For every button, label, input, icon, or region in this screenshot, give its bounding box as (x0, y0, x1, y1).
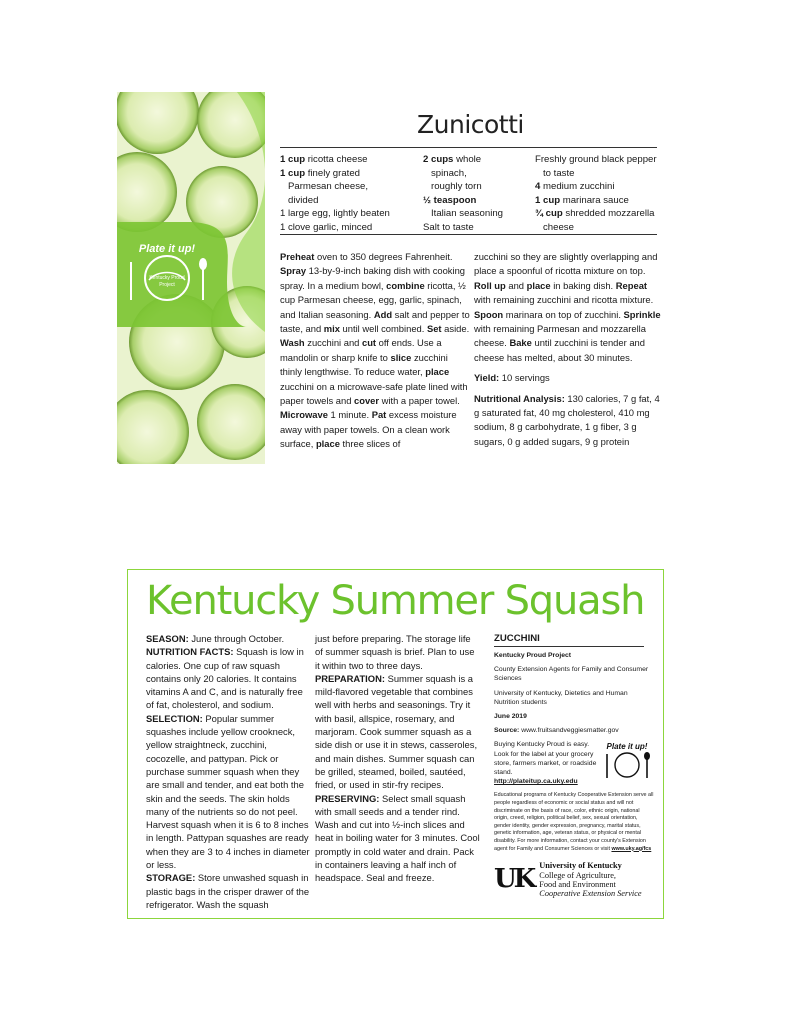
body-text: Squash is low in calories. One cup of raw squash contains only 20 calories. It contains vitamins A and C, and is naturally free of fat, cholesterol, and sodium. (146, 646, 304, 711)
body-text: Store unwashed squash in plastic bags in the crisper drawer of the refrigerator. Wash the squash (146, 872, 310, 910)
bold-term: place (526, 279, 551, 291)
bold-term: place (315, 438, 340, 450)
bold-term: Roll up (474, 279, 506, 291)
ingredient-text: shredded mozzarella (562, 208, 655, 219)
directions-part-2 (474, 250, 664, 365)
zucchini-heading: ZUCCHINI (494, 633, 540, 644)
ingredient-line (535, 153, 665, 167)
bold-term: slice (390, 351, 412, 363)
body-text: until well combined. (339, 323, 427, 335)
info-section (315, 632, 480, 672)
ingredient-text: finely grated (305, 167, 360, 179)
directions-column-2 (474, 250, 664, 455)
body-text: 13-by-9-inch baking dish with cooking spray. In a medium bowl, (280, 265, 466, 291)
ingredient-line (535, 207, 665, 221)
ingredient-text: marinara sauce (560, 194, 629, 206)
bold-term: Add (373, 308, 393, 320)
body-text: ricotta, ½ cup Parmesan cheese, egg, garlic, spinach, and Italian seasoning. (280, 279, 466, 320)
buying-copy: Buying Kentucky Proud is easy. Look for the label at your grocery store, farmers market, or roadside stand. (494, 741, 597, 777)
squash-column-1 (146, 632, 311, 911)
uk-college-text (539, 861, 641, 899)
body-text: zucchini on a microwave-safe plate lined with paper towels and (280, 380, 468, 407)
bold-term: cover (354, 395, 380, 407)
body-text: zucchini so they are slightly overlapping and place a spoonful of ricotta mixture on top. (474, 251, 658, 277)
squash-column-2 (315, 632, 480, 885)
body-text: 1 minute. (327, 409, 372, 421)
edu-copy: Educational programs of Kentucky Cooperative Extension serve all people regardless of economic or social status and will not discriminate on the basis of race, color, ethnic origin, national origin, creed, religion, political belief, sex, sexual orientation, gender identity, gender expression, pregnancy, marital status, genetic information, age, veteran status, or physical or mental disability. For more information, contact your county's Extension agent for Family and Consumer Sciences or visit (494, 792, 654, 852)
ingredients-column-3 (535, 153, 665, 234)
uk-line-3: Food and Environment (539, 880, 616, 889)
body-text: and (505, 279, 527, 291)
ingredient-line (280, 207, 415, 221)
body-text: aside. (441, 323, 470, 335)
ingredient-text: whole (453, 154, 482, 165)
nutrition-value: 130 calories, 7 g fat, 4 g saturated fat, 40 mg cholesterol, 410 mg sodium, 8 g carbohydrate, 1 g fiber, 3 g sugars, 0 g added sugars, 9 g protein (474, 392, 660, 447)
ingredient-text: Italian seasoning (431, 208, 504, 219)
agents-credit: County Extension Agents for Family and Consumer Sciences (494, 666, 649, 683)
recipe-card (117, 92, 662, 464)
buying-row (494, 740, 654, 786)
bold-term: Spray (280, 265, 307, 277)
info-section (315, 672, 480, 792)
uk-line-4: Cooperative Extension Service (539, 889, 642, 899)
zucchini-rule (494, 646, 644, 647)
edu-statement (494, 792, 654, 853)
yield-value: 10 servings (499, 372, 550, 384)
body-text: salt and pepper to taste, and (280, 308, 470, 335)
info-section (146, 645, 311, 711)
bold-term: mix (323, 323, 340, 335)
body-text: off ends. Use a mandolin or sharp knife to (280, 337, 442, 363)
bold-term: Bake (509, 337, 532, 349)
uk-logo: UK (494, 864, 534, 895)
ingredient-line (423, 221, 535, 235)
bold-term: combine (386, 279, 425, 291)
ingredient-line (423, 167, 535, 181)
project-name: Kentucky Proud Project (494, 652, 572, 659)
badge-title: Plate it up! (138, 243, 196, 255)
source-line (494, 726, 654, 735)
ingredient-line (280, 194, 415, 208)
ingredient-text: spinach, (431, 167, 467, 179)
ingredient-line (423, 180, 535, 194)
ingredient-text: divided (288, 194, 319, 206)
body-text: zucchini and (304, 337, 362, 349)
body-text: Select small squash with small seeds and a tender rind. Wash and cut into ½-inch slices and heat in boiling water for 3 minutes. Cool promptly in cold water and drain. Pack in containers leaving a half inch of headspace. Seal and freeze. (315, 792, 480, 884)
body-text: marinara on top of zucchini. (503, 308, 624, 320)
ingredient-qty: 4 (535, 181, 541, 192)
source-label: Source: (494, 727, 520, 735)
plate-icon-text: Plate it up! (606, 742, 648, 752)
info-section (146, 871, 311, 911)
plateitup-link[interactable]: http://plateitup.ca.uky.edu (494, 778, 578, 786)
body-text: with remaining Parmesan and mozzarella cheese. (474, 323, 646, 349)
ingredient-text: 1 clove garlic, minced (280, 221, 373, 233)
directions-column-1 (280, 250, 470, 458)
ingredient-line (423, 207, 535, 221)
info-section (146, 632, 311, 645)
recipe-title: Zunicotti (417, 110, 524, 139)
body-text: in baking dish. (550, 279, 616, 291)
ingredient-qty: 2 cups (423, 154, 454, 165)
ingredient-line (535, 167, 665, 181)
ingredient-line (423, 153, 535, 167)
zucchini-photo-strip (117, 92, 265, 464)
yield (474, 371, 664, 385)
ingredient-qty: 1 cup (535, 194, 561, 206)
info-section (315, 792, 480, 885)
ingredient-qty: 1 cup (280, 154, 306, 165)
body-text: Popular summer squashes include yellow crookneck, yellow straightneck, zucchini, cocozelle, and pattypan. Pick or purchase summer squash when they are small and tender, and eat both the skin and the seeds. The skin holds many of the nutrients so do not peel. Harvest squash when it is 6 to 8 inches in length. Pattypan squashes are ready when they are 3 to 4 inches in diameter or less. (146, 712, 310, 871)
bold-term: Pat (371, 409, 387, 421)
info-section (146, 712, 311, 872)
ingredient-line (535, 180, 665, 194)
squash-info-card (127, 569, 664, 919)
ingredient-line (280, 167, 415, 181)
ingredient-text: medium zucchini (540, 181, 615, 192)
bold-term: PREPARATION: (315, 672, 385, 684)
bold-term: STORAGE: (146, 872, 196, 884)
ingredient-line (280, 153, 415, 167)
body-text: zucchini thinly lengthwise. To reduce water, (280, 351, 448, 378)
body-text: three slices of (339, 438, 401, 450)
ingredients-column-2 (423, 153, 535, 234)
body-text: excess moisture away with paper towels. On a clean work surface, (280, 409, 457, 450)
directions-part-1 (280, 250, 470, 452)
ingredient-line (280, 180, 415, 194)
plate-it-up-icon (601, 740, 653, 780)
bold-term: Set (426, 323, 442, 335)
uk-logo-row (494, 861, 654, 899)
bold-term: Repeat (615, 279, 648, 291)
badge-line3: Project (159, 282, 175, 288)
bold-term: cut (361, 337, 377, 349)
publish-date: June 2019 (494, 713, 527, 721)
buying-text (494, 740, 597, 786)
students-credit: University of Kentucky, Dietetics and Human Nutrition students (494, 689, 628, 706)
bold-term: place (425, 366, 450, 378)
ingredient-text: to taste (543, 167, 575, 179)
ingredient-qty: ½ teaspoon (423, 194, 477, 206)
body-text: with a paper towel. (379, 395, 460, 407)
bold-term: SELECTION: (146, 712, 203, 724)
body-text: until zucchini is tender and cheese has melted, about 30 minutes. (474, 337, 645, 363)
bold-term: NUTRITION FACTS: (146, 646, 234, 658)
ingredient-text: cheese (543, 221, 574, 233)
bold-term: Microwave (280, 409, 328, 421)
body-text: Summer squash is a mild-flavored vegetable that combines well with herbs and seasonings. Try it with basil, allspice, rosemary, and marjoram. Cook summer squash as a side dish or use it in stews, casseroles, and main dishes. Summer squash can be grilled, steamed, boiled, sautéed, fried, or used in stir-fry recipes. (315, 672, 478, 791)
bold-term: Spoon (474, 308, 504, 320)
title-rule (280, 147, 657, 148)
bold-term: PRESERVING: (315, 792, 380, 804)
ingredients-column-1 (280, 153, 415, 234)
body-text: June through October. (188, 633, 285, 644)
ingredient-text: roughly torn (431, 181, 482, 192)
fcs-link[interactable]: www.uky.ag/fcs (611, 845, 652, 852)
yield-label: Yield: (474, 372, 500, 384)
ingredient-line (535, 194, 665, 208)
nutritional-analysis (474, 392, 664, 450)
badge-line2: Kentucky Proud (149, 275, 185, 281)
ingredient-line (280, 221, 415, 235)
squash-title: Kentucky Summer Squash (146, 578, 645, 624)
zucchini-slices-image (117, 92, 265, 464)
ingredient-text: 1 large egg, lightly beaten (280, 208, 390, 219)
uk-line-2: College of Agriculture, (539, 870, 617, 880)
ingredient-qty: 1 cup (280, 167, 306, 179)
ingredient-line (423, 194, 535, 208)
uk-line-1: University of Kentucky (539, 861, 622, 871)
squash-column-3 (494, 632, 654, 899)
bold-term: Preheat (280, 251, 315, 262)
ingredient-text: ricotta cheese (305, 154, 368, 165)
source-value: www.fruitsandveggiesmatter.gov (519, 727, 619, 735)
body-text: just before preparing. The storage life of summer squash is brief. Plan to use it within two to three days. (315, 633, 475, 671)
ingredients-rule (280, 234, 657, 235)
ingredient-text: Parmesan cheese, (288, 181, 368, 192)
ingredient-line (535, 221, 665, 235)
ingredient-qty: ¾ cup (535, 208, 563, 219)
bold-term: Wash (280, 337, 305, 349)
bold-term: SEASON: (146, 633, 189, 644)
ingredient-text: Salt to taste (423, 221, 474, 233)
body-text: oven to 350 degrees Fahrenheit. (314, 251, 453, 262)
body-text: with remaining zucchini and ricotta mixture. (474, 294, 654, 306)
ingredient-text: Freshly ground black pepper (535, 154, 657, 165)
bold-term: Sprinkle (623, 308, 661, 320)
nutrition-label: Nutritional Analysis: (474, 392, 565, 404)
